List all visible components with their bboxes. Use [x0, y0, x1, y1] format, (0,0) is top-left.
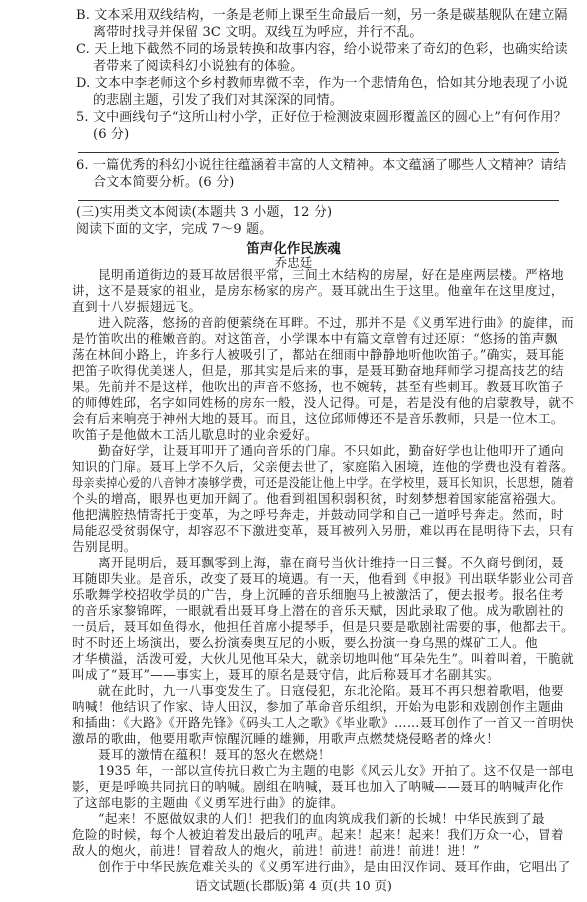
article-line: 吹笛子是他做木工活儿歇息时的业余爱好。: [72, 427, 318, 442]
article-line: 乐歌舞学校招收学员的广告，身上沉睡的音乐细胞马上被激活了，便去报考。报名住考: [72, 587, 564, 602]
question-5-line-2: (6 分): [93, 127, 130, 142]
article-line: 叫成了“聂耳”——事实上，聂耳的原名是聂守信，此后称聂耳才名副其实。: [72, 667, 500, 682]
article-line: 了这部电影的主题曲《义勇军进行曲》的旋律。: [72, 795, 344, 810]
article-line: 会有后来响亮于神州大地的聂耳。而且，这位邱师傅还不是音乐教师，只是一位木工。: [72, 411, 564, 426]
article-line: 讲，这不是聂家的祖业，是房东杨家的房产。聂耳就出生于这里。他童年在这里度过，: [72, 283, 564, 298]
article-line: 昆明甬道街边的聂耳故居很平常，三间土木结构的房屋，好在是座两层楼。严格地: [98, 267, 564, 282]
article-line: 是竹笛吹出的稚嫩音韵。对这笛音，小学课本中有篇文章曾有过还原：“悠扬的笛声飘: [72, 331, 558, 346]
article-line: 敌人的炮火，前进！冒着敌人的炮火，前进！前进！前进！前进！进！”: [72, 843, 481, 858]
option-b-line-1: B. 文本采用双线结构，一条是老师上课至生命最后一刻，另一条是碳基舰队在建立隔: [76, 8, 568, 23]
article-line: 离开昆明后，聂耳飘零到上海，靠在商号当伙计维持一日三餐。不久商号倒闭，聂: [98, 555, 564, 570]
article-author: 乔忠廷: [274, 255, 313, 270]
article-line: 就在此时，九一八事变发生了。日寇侵犯，东北沦陷。聂耳不再只想着歌唱，他要: [98, 683, 564, 698]
option-c-line-1: C. 天上地下截然不同的场景转换和故事内容，给小说带来了奇幻的色彩，也确实给读: [76, 42, 568, 57]
article-line: 耳随即失业。是音乐，改变了聂耳的境遇。有一天，他看到《申报》刊出联华影业公司音: [72, 571, 574, 586]
section-instruction: 阅读下面的文字，完成 7～9 题。: [76, 222, 273, 237]
answer-divider-2: [78, 200, 559, 201]
option-d-line-2: 的悲剧主题，引发了我们对其深深的同情。: [93, 93, 343, 108]
option-c-line-2: 者带来了阅读科幻小说独有的体验。: [93, 59, 304, 74]
article-line: 创作于中华民族危难关头的《义勇军进行曲》，是由田汉作词、聂耳作曲，它唱出了: [98, 859, 571, 874]
article-title: 笛声化作民族魂: [246, 241, 341, 257]
article-line: 荡在林间小路上，许多行人被吸引了，都站在细雨中静静地听他吹笛子。”确实，聂耳能: [72, 347, 565, 362]
article-line: 影，更是呼唤共同抗日的呐喊。剧组在呐喊，聂耳也加入了呐喊——聂耳的呐喊声化作: [72, 779, 564, 794]
article-line: 一员后，聂耳如鱼得水，他担任首席小提琴手，但是只要是歌剧社需要的事，他都去干。: [72, 619, 574, 634]
article-line: 告别昆明。: [72, 539, 137, 554]
article-line: 母亲卖掉心爱的八音钟才凑够学费，可还是没能让他上中学。在学校里，聂耳长知识，长思想，随着: [72, 475, 574, 490]
section-header: (三)实用类文本阅读(本题共 3 小题，12 分): [76, 205, 333, 220]
article-line: 进入院落，悠扬的音韵便萦绕在耳畔。不过，那并不是《义勇军进行曲》的旋律，而: [98, 315, 575, 330]
page-footer: 语文试题(长郡版)第 4 页(共 10 页): [195, 878, 392, 893]
article-line: 的音乐家黎锦晖，一眼就看出聂耳身上潜在的音乐天赋，因此录取了他。成为歌剧社的: [72, 603, 564, 618]
article-line: 果。先前并不是这样，他吹出的声音不悠扬，也不婉转，甚至有些刺耳。教聂耳吹笛子: [72, 379, 564, 394]
answer-divider-1: [78, 152, 559, 153]
question-6-line-1: 6. 一篇优秀的科幻小说往往蕴涵着丰富的人文精神。本文蕴涵了哪些人文精神？请结: [76, 158, 567, 173]
article-line: 直到十八岁振翅远飞。: [72, 299, 202, 314]
article-line: 勤奋好学，让聂耳叩开了通向音乐的门扉。不只如此，勤奋好学也让他叩开了通向: [98, 443, 564, 458]
question-5-line-1: 5. 文中画线句子“这所山村小学，正好位于检测波束圆形覆盖区的圆心上”有何作用？: [76, 110, 567, 125]
article-line: 危险的时候，每个人被迫着发出最后的吼声。起来！起来！起来！我们万众一心，冒着: [72, 827, 564, 842]
article-line: 才华横溢，活泼可爱，大伙儿见他耳朵大，就亲切地叫他“耳朵先生”。叫着叫着，干脆就: [72, 651, 575, 666]
article-line: 把笛子吹得优美迷人，但是，那其实是后来的事，是聂耳勤奋地拜师学习提高技艺的结: [72, 363, 564, 378]
article-line: 呐喊！他结识了作家、诗人田汉，参加了革命音乐组织，开始为电影和戏剧创作主题曲: [72, 699, 564, 714]
option-d-line-1: D. 文本中李老师这个乡村教师卑微不幸，作为一个悲情角色，恰如其分地表现了小说: [76, 76, 569, 91]
article-line: 和插曲：《大路》《开路先锋》《码头工人之歌》《毕业歌》……聂耳创作了一首又一首明快: [72, 715, 575, 730]
article-line: 1935 年，一部以宣传抗日救亡为主题的电影《风云儿女》开拍了。这不仅是一部电: [98, 763, 574, 778]
article-line: 个头的增高，眼界也更加开阔了。他看到祖国积弱积贫，时刻梦想着国家能富裕强大。: [72, 491, 564, 506]
question-6-line-2: 合文本简要分析。(6 分): [93, 175, 235, 190]
article-line: 局能忍受贫弱保守，却容忍不下激进变革，聂耳被列入另册，难以再在昆明待下去，只有: [72, 523, 574, 538]
article-line: 知识的门扉。聂耳上学不久后，父亲便去世了，家庭陷入困境，连他的学费也没有着落。: [72, 459, 574, 474]
article-line: 时不时还上场演出，要么扮演奏奥互尼的小贩，要么扮演一身乌黑的煤矿工人。他: [72, 635, 538, 650]
article-line: 的师傅姓邱，名字如同姓杨的房东一般，没人记得。可是，若是没有他的启蒙教导，就不: [72, 395, 574, 410]
article-line: 激昂的歌曲，他要用歌声惊醒沉睡的雄狮，用歌声点燃焚烧侵略者的烽火！: [72, 731, 500, 746]
article-line: 他把满腔热情寄托于变革，为之呼号奔走，并鼓动同学和自己一道呼号奔走。然而，时: [72, 507, 564, 522]
article-line: “起来！不愿做奴隶的人们！把我们的血肉筑成我们新的长城！中华民族到了最: [98, 811, 545, 826]
option-b-line-2: 离带时找寻并保留 3C 文明。双线互为呼应，并行不乱。: [93, 25, 423, 40]
article-line: 聂耳的激情在蕴积！聂耳的怒火在燃烧！: [98, 747, 331, 762]
